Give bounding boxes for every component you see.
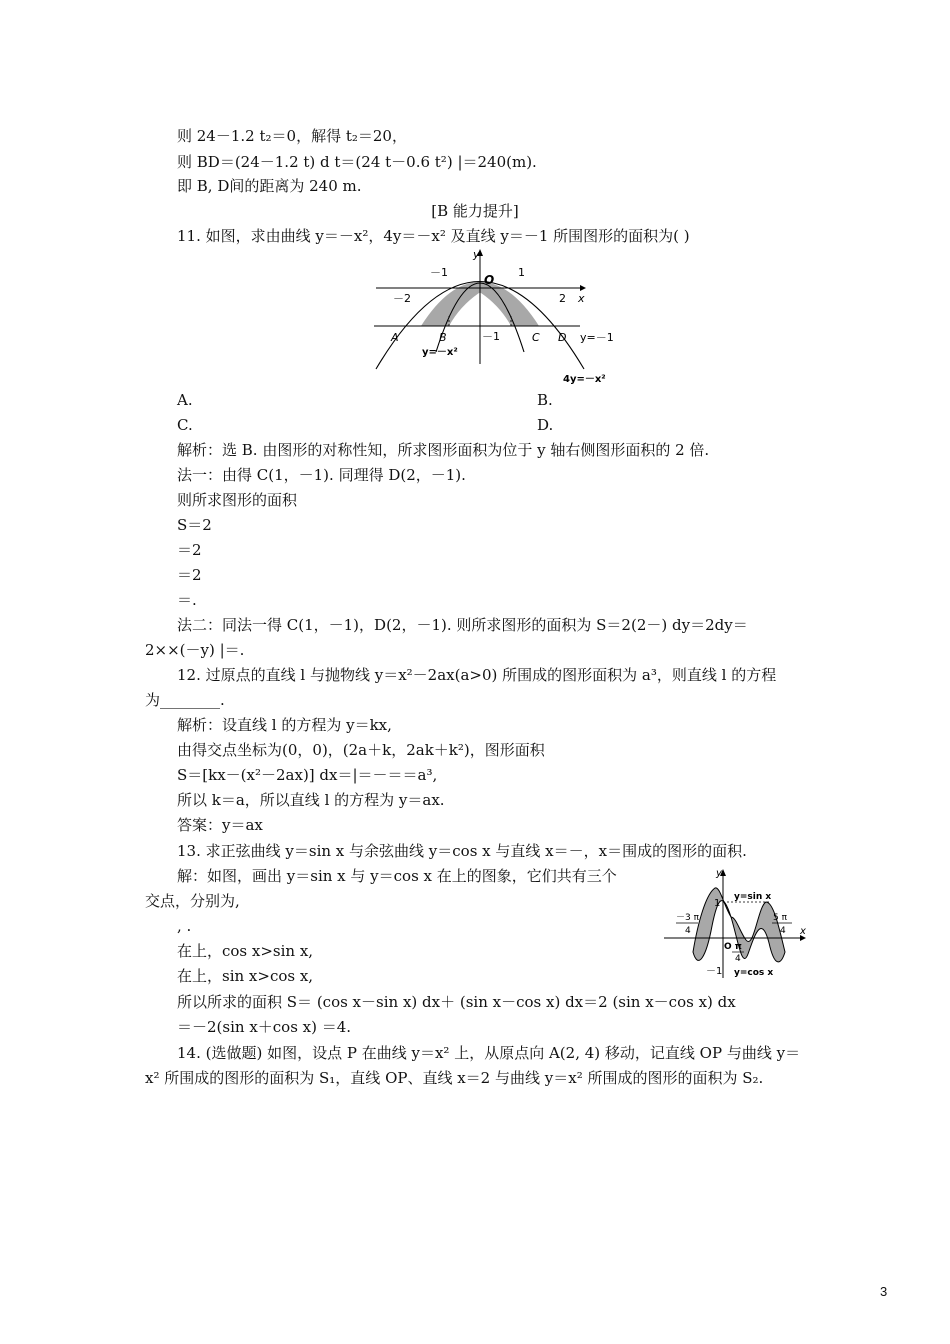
question-14: 14. (选做题) 如图，设点 P 在曲线 y＝x² 上，从原点向 A(2, 4) 移动，记直线 OP 与曲线 y＝ <box>177 1044 801 1062</box>
tick-label: 4 <box>735 954 741 964</box>
tick-label: －1 <box>706 966 723 977</box>
curve-label: 4y=－x² <box>563 374 606 385</box>
tick-label: 4 <box>685 926 691 936</box>
sine-cosine-figure <box>660 862 810 982</box>
section-heading: [B 能力提升] <box>431 202 519 220</box>
text-line: 2××(－y) |＝. <box>145 641 245 659</box>
x-axis-arrow <box>580 285 586 291</box>
shaded-region-right <box>469 282 568 326</box>
tick-label: 5 π <box>773 913 788 923</box>
text-line: S＝[kx－(x²－2ax)] dx＝|＝－＝＝a³, <box>177 766 438 784</box>
shaded-region-right <box>731 902 785 962</box>
text-line: ＝2 <box>177 566 202 584</box>
text-line: 则 24－1.2 t₂＝0，解得 t₂＝20， <box>177 127 407 145</box>
option-d: D. <box>537 416 554 434</box>
curve-label: y=－x² <box>422 347 458 358</box>
tick-label: －1 <box>430 266 448 279</box>
text-line: ＝. <box>177 591 197 609</box>
tick-label: －1 <box>482 330 500 343</box>
point-label-b: B <box>439 331 447 344</box>
text-line: 即 B, D间的距离为 240 m. <box>177 177 362 195</box>
x-axis-label: x <box>578 292 585 305</box>
origin-label: O <box>484 273 495 287</box>
tick-label: O π <box>724 942 742 952</box>
point-label-c: C <box>532 331 540 344</box>
text-line: 交点，分别为, <box>145 892 240 910</box>
tick-label: 4 <box>780 926 786 936</box>
text-line: S＝2 <box>177 516 212 534</box>
line-label: y=－1 <box>580 331 614 344</box>
curve-label: y=cos x <box>734 968 774 978</box>
text-line: 解析：选 B. 由图形的对称性知，所求图形面积为位于 y 轴右侧图形面积的 2 倍. <box>177 441 710 459</box>
text-line: 所以所求的面积 S＝ (cos x－sin x) dx＋ (sin x－cos x) dx＝2 (sin x－cos x) dx <box>177 993 736 1011</box>
text-line: 则 BD＝(24－1.2 t) d t＝(24 t－0.6 t²) |＝240(m). <box>177 153 537 171</box>
text-line: 解：如图，画出 y＝sin x 与 y＝cos x 在上的图象，它们共有三个 <box>177 867 617 885</box>
text-line: , . <box>177 917 192 935</box>
text-line: ＝－2(sin x＋cos x) ＝4. <box>177 1018 352 1036</box>
text-line: 所以 k＝a，所以直线 l 的方程为 y＝ax. <box>177 791 445 809</box>
text-line: 解析：设直线 l 的方程为 y＝kx, <box>177 716 392 734</box>
tick-label: 1 <box>518 266 525 279</box>
answer-line: 答案：y＝ax <box>177 816 263 834</box>
point-label-a: A <box>391 331 399 344</box>
question-12: 12. 过原点的直线 l 与抛物线 y＝x²－2ax(a>0) 所围成的图形面积为 a³，则直线 l 的方程 <box>177 666 777 684</box>
option-c: C. <box>177 416 193 434</box>
option-b: B. <box>537 391 553 409</box>
text-line: 则所求图形的面积 <box>177 491 298 509</box>
y-axis-label: y <box>473 248 480 261</box>
text-line: ＝2 <box>177 541 202 559</box>
point-label-d: D <box>558 331 567 344</box>
parabola-area-figure <box>370 244 620 386</box>
tick-label: －3 π <box>676 913 700 923</box>
text-line: 法二：同法一得 C(1，－1)，D(2，－1). 则所求图形的面积为 S＝2(2－) dy＝2dy＝ <box>177 616 748 634</box>
text-line: 为________. <box>145 691 225 709</box>
tick-label: 2 <box>559 292 566 305</box>
text-line: x² 所围成的图形的面积为 S₁，直线 OP、直线 x＝2 与曲线 y＝x² 所围成的图形的面积为 S₂. <box>145 1069 764 1087</box>
text-line: 在上，sin x>cos x, <box>177 967 314 985</box>
option-a: A. <box>177 391 193 409</box>
tick-label: －2 <box>393 292 411 305</box>
tick-label: 1 <box>714 898 721 909</box>
question-11: 11. 如图，求由曲线 y＝－x²，4y＝－x² 及直线 y＝－1 所围图形的面积为( ) <box>177 227 690 245</box>
text-line: 由得交点坐标为(0，0)，(2a＋k，2ak＋k²)，图形面积 <box>177 741 545 759</box>
page-number: 3 <box>880 1284 888 1299</box>
text-line: 法一：由得 C(1，－1). 同理得 D(2，－1). <box>177 466 466 484</box>
x-axis-label: x <box>800 926 806 937</box>
y-axis-label: y <box>716 868 722 879</box>
text-line: 在上，cos x>sin x, <box>177 942 314 960</box>
curve-label: y=sin x <box>734 892 772 902</box>
question-13: 13. 求正弦曲线 y＝sin x 与余弦曲线 y＝cos x 与直线 x＝－，x＝围成的图形的面积. <box>177 842 747 860</box>
